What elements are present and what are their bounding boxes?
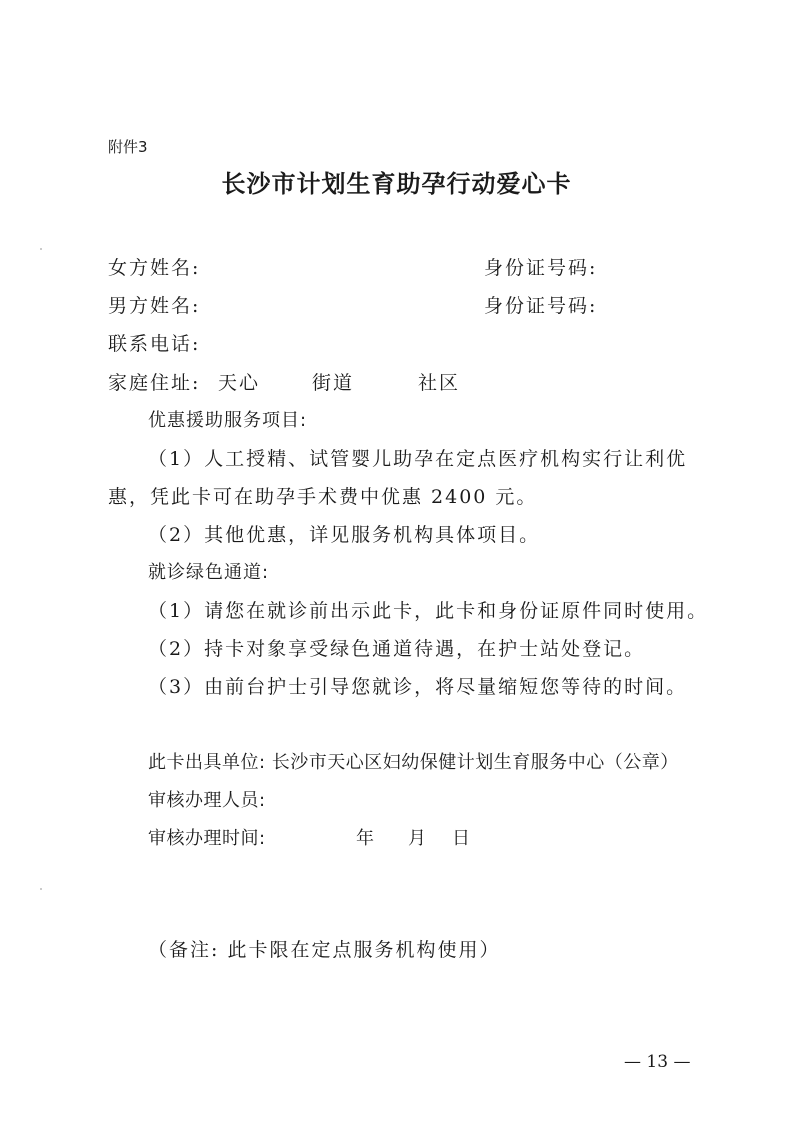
- address-label: 家庭住址:: [108, 372, 201, 394]
- phone-label: 联系电话:: [108, 333, 201, 355]
- review-time-label: 审核办理时间:: [148, 828, 266, 849]
- address-district: 天心: [218, 372, 261, 394]
- benefits-heading: 优惠援助服务项目:: [148, 410, 308, 431]
- scan-speck: [40, 248, 42, 250]
- female-id-label: 身份证号码:: [484, 257, 598, 279]
- reviewer-label: 审核办理人员:: [148, 790, 266, 811]
- review-day: 日: [452, 828, 471, 849]
- green-channel-heading: 就诊绿色通道:: [148, 562, 270, 583]
- male-id-label: 身份证号码:: [484, 295, 598, 317]
- benefit-item-1-line-1: （1）人工授精、试管婴儿助孕在定点医疗机构实行让利优: [148, 448, 688, 470]
- issuing-unit: 此卡出具单位: 长沙市天心区妇幼保健计划生育服务中心（公章）: [148, 752, 679, 773]
- benefit-item-1-line-2: 惠，凭此卡可在助孕手术费中优惠 2400 元。: [108, 486, 538, 508]
- page-number: — 13 —: [624, 1052, 691, 1072]
- green-channel-item-3: （3）由前台护士引导您就诊，将尽量缩短您等待的时间。: [148, 676, 688, 698]
- review-year: 年: [356, 828, 375, 849]
- remark-note: （备注: 此卡限在定点服务机构使用）: [148, 939, 501, 961]
- female-name-label: 女方姓名:: [108, 257, 201, 279]
- scan-speck: [40, 888, 42, 890]
- green-channel-item-1: （1）请您在就诊前出示此卡，此卡和身份证原件同时使用。: [148, 600, 709, 622]
- green-channel-item-2: （2）持卡对象享受绿色通道待遇，在护士站处登记。: [148, 638, 646, 660]
- address-street: 街道: [312, 372, 355, 394]
- address-community: 社区: [418, 372, 461, 394]
- male-name-label: 男方姓名:: [108, 295, 201, 317]
- attachment-label: 附件3: [108, 138, 148, 156]
- review-month: 月: [408, 828, 427, 849]
- document-title: 长沙市计划生育助孕行动爱心卡: [221, 169, 572, 198]
- benefit-item-2: （2）其他优惠，详见服务机构具体项目。: [148, 524, 541, 546]
